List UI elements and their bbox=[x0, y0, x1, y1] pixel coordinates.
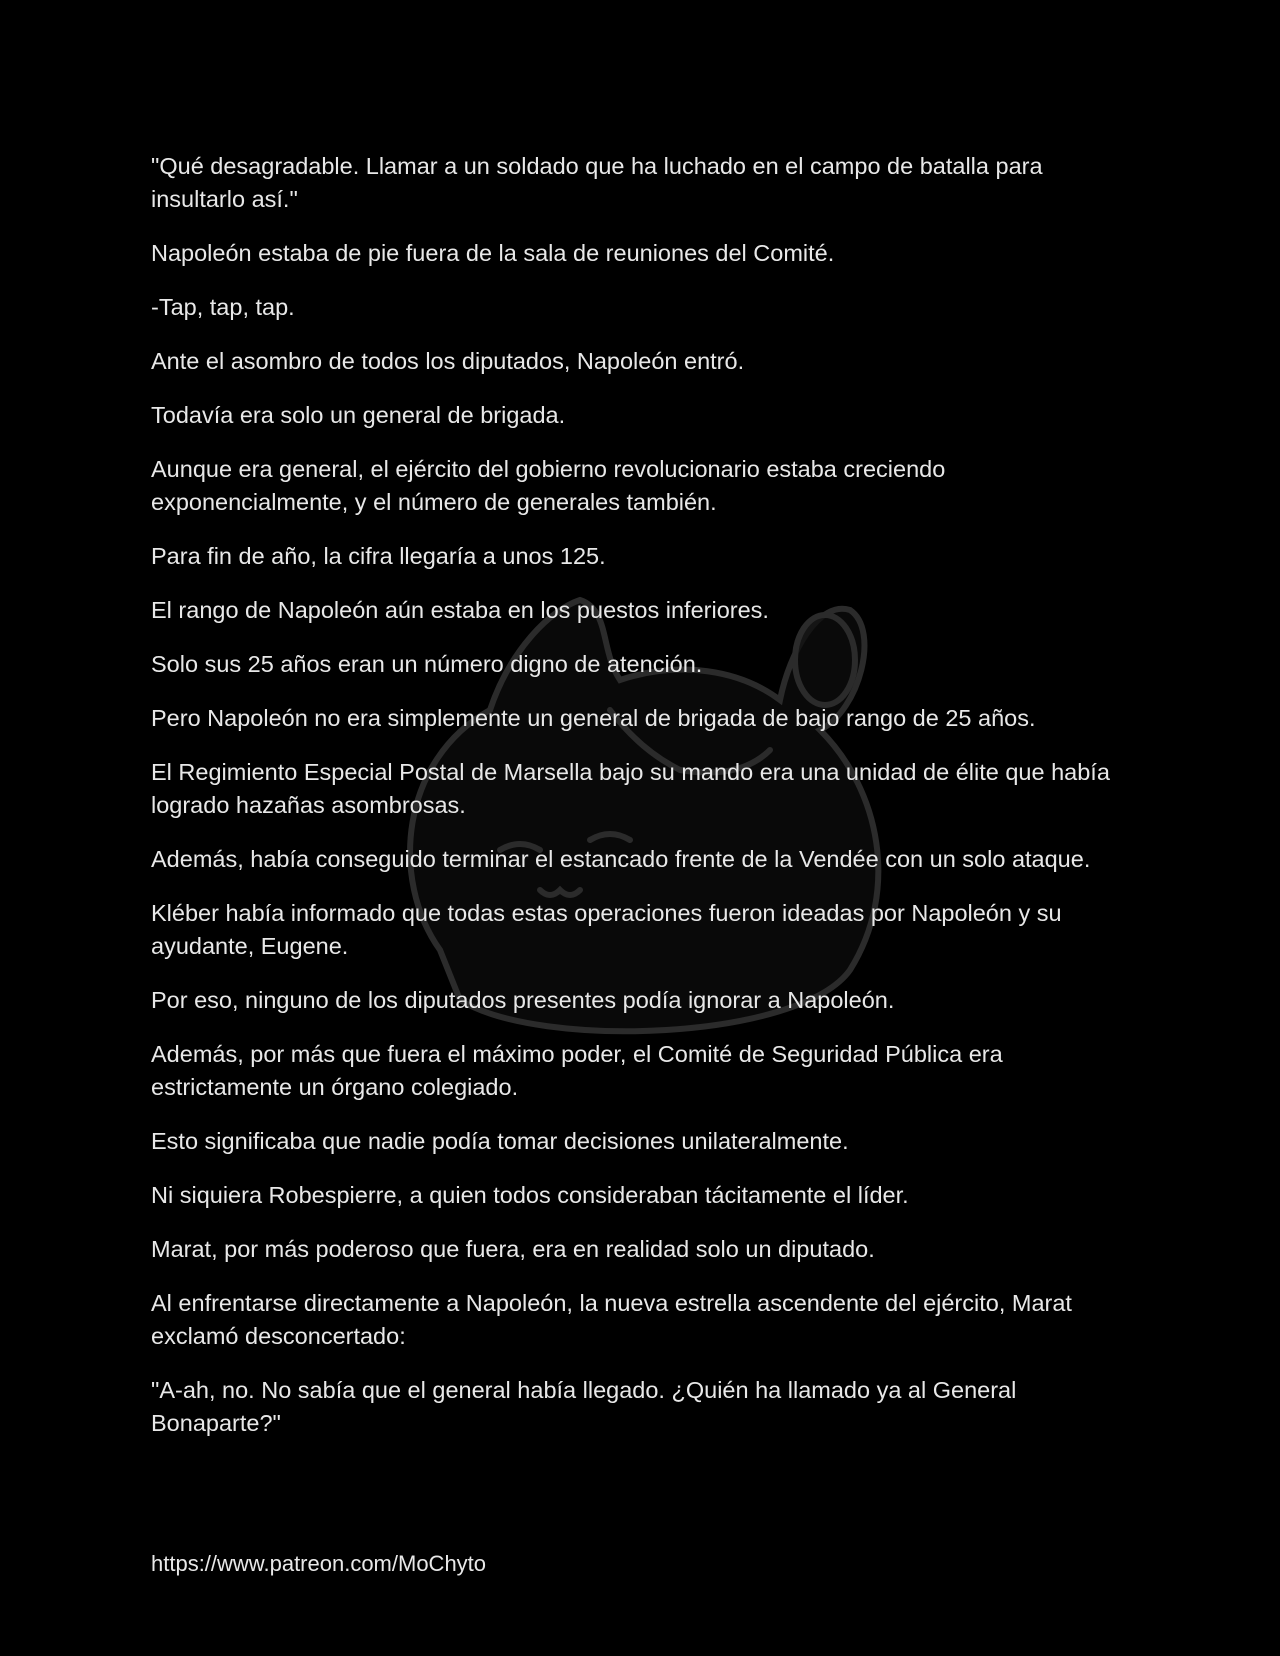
paragraph: Ante el asombro de todos los diputados, Napoleón entró. bbox=[151, 348, 745, 374]
paragraph: Pero Napoleón no era simplemente un general de brigada de bajo rango de 25 años. bbox=[151, 705, 1036, 731]
paragraph: El Regimiento Especial Postal de Marsella bajo su mando era una unidad de élite que había logrado hazañas asombrosas. bbox=[151, 759, 1110, 818]
patreon-link[interactable]: https://www.patreon.com/MoChyto bbox=[151, 1551, 487, 1576]
paragraph: Al enfrentarse directamente a Napoleón, la nueva estrella ascendente del ejército, Marat exclamó desconcertado: bbox=[151, 1290, 1072, 1349]
paragraph: El rango de Napoleón aún estaba en los puestos inferiores. bbox=[151, 597, 769, 623]
paragraph: Esto significaba que nadie podía tomar decisiones unilateralmente. bbox=[151, 1128, 849, 1154]
paragraph: "A-ah, no. No sabía que el general había llegado. ¿Quién ha llamado ya al General Bonaparte?" bbox=[151, 1377, 1017, 1436]
story-text bbox=[151, 150, 1141, 1461]
paragraph: Solo sus 25 años eran un número digno de atención. bbox=[151, 651, 703, 677]
paragraph: "Qué desagradable. Llamar a un soldado que ha luchado en el campo de batalla para insultarlo así." bbox=[151, 153, 1043, 212]
paragraph: Ni siquiera Robespierre, a quien todos consideraban tácitamente el líder. bbox=[151, 1182, 909, 1208]
paragraph: Además, por más que fuera el máximo poder, el Comité de Seguridad Pública era estrictamente un órgano colegiado. bbox=[151, 1041, 1003, 1100]
paragraph: Por eso, ninguno de los diputados presentes podía ignorar a Napoleón. bbox=[151, 987, 895, 1013]
paragraph: Para fin de año, la cifra llegaría a unos 125. bbox=[151, 543, 606, 569]
paragraph: Kléber había informado que todas estas operaciones fueron ideadas por Napoleón y su ayudante, Eugene. bbox=[151, 900, 1062, 959]
paragraph: -Tap, tap, tap. bbox=[151, 294, 295, 320]
paragraph: Todavía era solo un general de brigada. bbox=[151, 402, 566, 428]
paragraph: Napoleón estaba de pie fuera de la sala de reuniones del Comité. bbox=[151, 240, 835, 266]
paragraph: Además, había conseguido terminar el estancado frente de la Vendée con un solo ataque. bbox=[151, 846, 1091, 872]
paragraph: Marat, por más poderoso que fuera, era en realidad solo un diputado. bbox=[151, 1236, 875, 1262]
paragraph: Aunque era general, el ejército del gobierno revolucionario estaba creciendo exponencialmente, y el número de generales también. bbox=[151, 456, 946, 515]
